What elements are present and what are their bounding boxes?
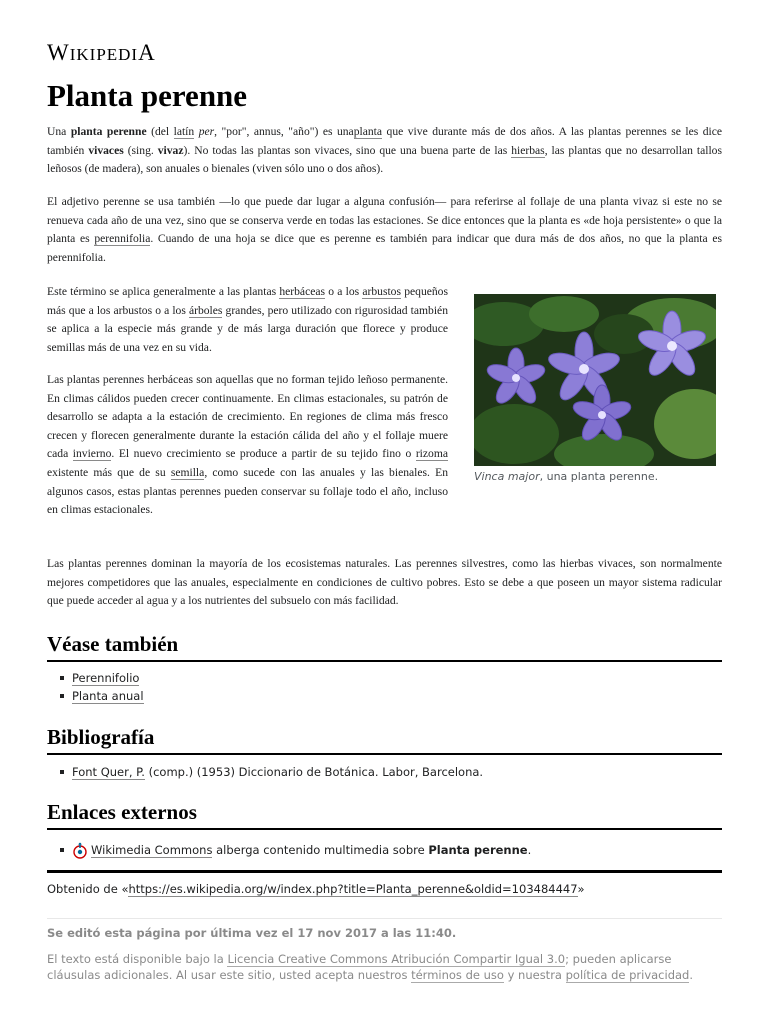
section-heading-bibliografia: Bibliografía: [47, 724, 722, 755]
link-invierno[interactable]: invierno: [72, 447, 112, 461]
list-item: Font Quer, P. (comp.) (1953) Diccionario de Botánica. Labor, Barcelona.: [72, 765, 484, 779]
paragraph-herbaceas: Las plantas perennes herbáceas son aquellas que no forman tejido leñoso permanente. En climas cálidos pueden crecer continuamente. En climas estacionales, su patrón de desarrollo se adapta a la estación de crecimiento. En regiones de clima más fresco crecen y florecen generalmente durante la estación cálida del año y el follaje muere cada invierno. El nuevo crecimiento se produce a partir de su tejido fino o rizoma existente más que de su semilla, como sucede con las anuales y las bienales. En algunos casos, estas plantas perennes pueden conservar su follaje todo el año, incluso en climas estacionales.: [47, 373, 449, 517]
enlaces-list: [47, 841, 531, 860]
vease-list: [47, 669, 144, 705]
link-perennifolia[interactable]: perennifolia: [94, 232, 151, 246]
bibliografia-list: [47, 763, 483, 781]
link-herbaceas[interactable]: herbáceas: [279, 285, 326, 298]
section-heading-vease: Véase también: [47, 631, 722, 662]
paragraph-termino: Este término se aplica generalmente a las plantas herbáceas o a los arbustos pequeños más que a los arbustos o a los árboles grandes, pero utilizado con rigurosidad también se aplica a la especie más grande y de más larga duración que florece y produce semillas más de una vez en su vida.: [47, 285, 448, 354]
link-planta[interactable]: planta: [353, 125, 383, 138]
terms-link[interactable]: términos de uso: [411, 968, 504, 982]
link-arbustos[interactable]: arbustos: [362, 285, 401, 298]
license-link[interactable]: Licencia Creative Commons Atribución Compartir Igual 3.0: [227, 952, 566, 966]
permalink[interactable]: https://es.wikipedia.org/w/index.php?title=Planta_perenne&oldid=103484447: [128, 882, 578, 896]
wikipedia-logo[interactable]: WIKIPEDIA: [47, 40, 156, 65]
link-font-quer[interactable]: Font Quer, P.: [72, 765, 145, 779]
section-heading-enlaces: Enlaces externos: [47, 799, 722, 830]
retrieved-from: Obtenido de «https://es.wikipedia.org/w/index.php?title=Planta_perenne&oldid=103484447»: [47, 882, 585, 896]
figure-caption: Vinca major, una planta perenne.: [474, 470, 659, 483]
link-latin[interactable]: latín: [173, 125, 195, 138]
link-rizoma[interactable]: rizoma: [415, 447, 449, 461]
link-wikimedia-commons[interactable]: Wikimedia Commons: [91, 843, 213, 857]
link-hierbas[interactable]: hierbas: [511, 143, 545, 157]
figure-vinca: [474, 294, 716, 483]
privacy-link[interactable]: política de privacidad: [565, 968, 690, 982]
paragraph-intro: Una planta perenne (del latín per, "por", annus, "año") es unaplanta que vive durante más de dos años. A las plantas perennes se les dice también vivaces (sing. vivaz). No todas las plantas son vivaces, sino que una buena parte de las hierbas, las plantas que no desarrollan tallos leñosos (de madera), son anuales o bienales (viven sólo uno o dos años).: [47, 125, 723, 176]
list-item: Wikimedia Commons alberga contenido multimedia sobre Planta perenne.: [72, 841, 531, 860]
link-arboles[interactable]: árboles: [188, 303, 223, 317]
vinca-major-image[interactable]: [474, 294, 716, 466]
last-edited: Se editó esta página por última vez el 17 nov 2017 a las 11:40.: [47, 926, 457, 940]
paragraph-dominan: Las plantas perennes dominan la mayoría de los ecosistemas naturales. Las perennes silvestres, como las hierbas vivaces, son normalmente mejores competidores que las anuales, especialmente en condiciones de cultivo pobres. Esto se debe a que poseen un mayor sistema radicular que puede acceder al agua y a los nutrientes del subsuelo con más facilidad.: [47, 557, 722, 608]
footer-divider: [47, 870, 722, 873]
link-perennifolio[interactable]: Perennifolio: [72, 671, 140, 685]
license-text: El texto está disponible bajo la Licencia Creative Commons Atribución Compartir Igual 3.0; pueden aplicarse cláusulas adicionales. Al usar este sitio, usted acepta nuestros términos de uso y nuestra política de privacidad.: [47, 952, 694, 982]
paragraph-adjetivo: El adjetivo perenne se usa también —lo que puede dar lugar a alguna confusión— para referirse al follaje de una planta vivaz si este no se renueva cada año de una vez, sino que se conserva verde en todas las estaciones. Se dice entonces que la planta es «de hoja persistente» o que la planta es perennifolia. Cuando de una hoja se dice que es perenne es también para indicar que dura más de dos años, no que la planta es perennifolia.: [47, 195, 722, 264]
page-title: Planta perenne: [47, 78, 248, 113]
footer-rule: [47, 918, 722, 919]
list-item: [72, 669, 144, 687]
list-item: [72, 687, 144, 705]
wikimedia-commons-icon: [72, 842, 88, 860]
link-semilla[interactable]: semilla: [170, 465, 205, 479]
link-planta-anual[interactable]: Planta anual: [72, 689, 144, 703]
